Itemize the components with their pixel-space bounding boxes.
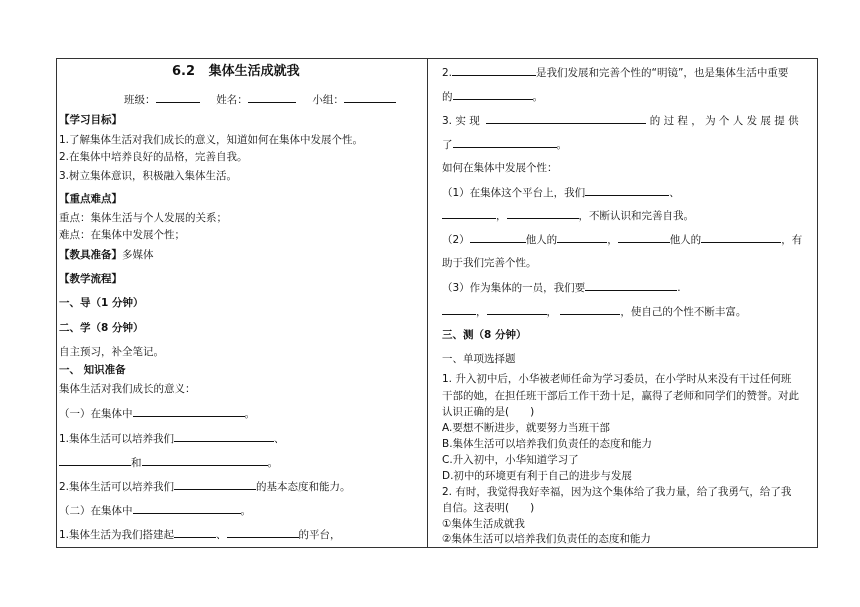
keypoints-header: 【重点难点】 xyxy=(59,193,122,205)
point-3: （3）作为集体的一员，我们要 . xyxy=(442,282,681,294)
name-label: 姓名： xyxy=(216,94,248,106)
blank[interactable] xyxy=(133,406,245,417)
option-b: B.集体生活可以培养我们负责任的态度和能力 xyxy=(442,438,653,450)
objective-3: 3.树立集体意识，积极融入集体生活。 xyxy=(59,170,238,182)
blank[interactable] xyxy=(487,304,547,315)
r1-pre: 2. xyxy=(442,67,453,79)
class-label: 班级： xyxy=(124,94,156,106)
point-2-mid-1: 他人的 xyxy=(525,234,558,246)
right-line-3 xyxy=(442,113,799,128)
sub-question-1 xyxy=(59,406,255,421)
comma: 、 xyxy=(216,529,227,541)
tools-row xyxy=(59,248,154,262)
question-2-line-2: 自信。这表明( ) xyxy=(442,502,535,514)
point-1-pre: （1）在集体这个平台上，我们 xyxy=(442,187,586,199)
r3-pre: 3. 实 现 xyxy=(442,115,480,127)
meaning-question: 集体生活对我们成长的意义： xyxy=(59,383,196,395)
blank[interactable] xyxy=(442,208,496,219)
item-3-label: 1.集体生活为我们搭建起 xyxy=(59,529,175,541)
r4-pre: 了 xyxy=(442,139,453,151)
blank[interactable] xyxy=(142,455,268,466)
right-line-4 xyxy=(442,137,567,152)
r1-post: 是我们发展和完善个性的“明镜”，也是集体生活中重要 xyxy=(536,67,789,79)
point-3-pre: （3）作为集体的一员，我们要 xyxy=(442,282,586,294)
blank[interactable] xyxy=(701,232,781,243)
item-1-label: 1.集体生活可以培养我们 xyxy=(59,433,175,445)
blank[interactable] xyxy=(174,431,274,442)
question-2-line-1: 2. 有时，我觉得我好幸福，因为这个集体给了我力量，给了我勇气，给了我 xyxy=(442,486,792,498)
blank[interactable] xyxy=(442,304,476,315)
option-a: A.要想不断进步，就要努力当班干部 xyxy=(442,422,610,434)
knowledge-header: 一、 知识准备 xyxy=(59,364,126,376)
blank[interactable] xyxy=(133,503,241,514)
group-blank[interactable] xyxy=(344,92,396,103)
title-text: 集体生活成就我 xyxy=(208,64,300,79)
blank[interactable] xyxy=(453,137,557,148)
process-header: 【教学流程】 xyxy=(59,273,122,285)
period: 。 xyxy=(240,505,251,517)
question-1-line-2: 干部的她，在担任班干部后工作干劲十足，赢得了老师和同学们的赞誉。对此 xyxy=(442,390,799,402)
question-1-line-3: 认识正确的是( ) xyxy=(442,406,535,418)
blank[interactable] xyxy=(174,479,256,490)
item-2 xyxy=(59,479,351,494)
blank[interactable] xyxy=(174,527,216,538)
comma: 、 xyxy=(669,187,680,199)
point-1-end: 不断认识和完善自我。 xyxy=(589,210,694,222)
step-1: 一、导（1 分钟） xyxy=(59,297,144,309)
blank[interactable] xyxy=(507,208,579,219)
option-c: C.升入初中，小华知道学习了 xyxy=(442,454,579,466)
blank[interactable] xyxy=(560,304,620,315)
sub-question-2-label: （二）在集体中 xyxy=(59,505,133,517)
item-1 xyxy=(59,431,285,446)
comma: 、 xyxy=(274,433,285,445)
blank[interactable] xyxy=(453,89,533,100)
point-2-end: 有 xyxy=(791,234,803,246)
worksheet-frame xyxy=(56,58,818,548)
r3-post: 的 过 程 ， 为 个 人 发 展 提 供 xyxy=(649,115,799,127)
blank[interactable] xyxy=(585,185,669,196)
question-1-line-1: 1. 升入初中后，小华被老师任命为学习委员，在小学时从来没有干过任何班 xyxy=(442,373,792,385)
period: 。 xyxy=(532,91,543,103)
blank[interactable] xyxy=(486,113,646,124)
question-2-option-1: ①集体生活成就我 xyxy=(442,518,525,530)
tools-header: 【教具准备】 xyxy=(59,249,122,261)
blank[interactable] xyxy=(470,232,526,243)
period: 。 xyxy=(556,139,567,151)
student-info-row xyxy=(124,92,396,107)
question-2-option-2: ②集体生活可以培养我们负责任的态度和能力 xyxy=(442,533,651,545)
period: 。 xyxy=(267,457,278,469)
single-choice-header: 一、单项选择题 xyxy=(442,353,516,365)
point-2-mid-2: 他人的 xyxy=(669,234,702,246)
group-label: 小组： xyxy=(312,94,344,106)
objective-2: 2.在集体中培养良好的品格，完善自我。 xyxy=(59,151,248,163)
item-2-end: 的基本态度和能力。 xyxy=(256,481,351,493)
point-3-end: 使自己的个性不断丰富。 xyxy=(630,306,747,318)
period: 。 xyxy=(244,408,255,420)
blank[interactable] xyxy=(59,455,131,466)
column-divider xyxy=(427,58,428,548)
item-3-end: 的平台， xyxy=(298,529,341,541)
class-blank[interactable] xyxy=(156,92,200,103)
option-d: D.初中的环境更有利于自己的进步与发展 xyxy=(442,470,632,482)
key-point: 重点：集体生活与个人发展的关系； xyxy=(59,212,227,224)
r2-pre: 的 xyxy=(442,91,453,103)
right-line-2 xyxy=(442,89,543,104)
point-1-continued: ， ，不断认识和完善自我。 xyxy=(442,208,694,223)
blank[interactable] xyxy=(227,527,299,538)
title-number: 6.2 xyxy=(172,64,196,79)
item-2-label: 2.集体生活可以培养我们 xyxy=(59,481,175,493)
right-line-1 xyxy=(442,65,788,80)
step-2: 二、学（8 分钟） xyxy=(59,322,144,334)
sub-question-1-label: （一）在集体中 xyxy=(59,408,133,420)
difficulty: 难点：在集体中发展个性； xyxy=(59,229,185,241)
blank[interactable] xyxy=(557,232,607,243)
sub-question-2 xyxy=(59,503,251,518)
objectives-header: 【学习目标】 xyxy=(59,114,122,126)
blank[interactable] xyxy=(618,232,670,243)
point-3-continued: ， ， ，使自己的个性不断丰富。 xyxy=(442,304,746,319)
name-blank[interactable] xyxy=(248,92,296,103)
point-2: （2） 他人的 ， 他人的 ，有 xyxy=(442,234,803,246)
item-1-continued xyxy=(59,455,278,470)
point-2-line-2: 助于我们完善个性。 xyxy=(442,257,537,269)
blank[interactable] xyxy=(452,65,536,76)
and-text: 和 xyxy=(131,457,142,469)
worksheet-title xyxy=(172,65,300,79)
tools-value: 多媒体 xyxy=(122,249,154,261)
item-3 xyxy=(59,527,341,542)
objective-1: 1.了解集体生活对我们成长的意义，知道如何在集体中发展个性。 xyxy=(59,134,364,146)
test-header: 三、测（8 分钟） xyxy=(442,329,527,341)
blank[interactable] xyxy=(585,280,677,291)
point-2-pre: （2） xyxy=(442,234,470,246)
self-study: 自主预习，补全笔记。 xyxy=(59,346,164,358)
how-question: 如何在集体中发展个性： xyxy=(442,162,558,174)
point-1 xyxy=(442,185,680,200)
